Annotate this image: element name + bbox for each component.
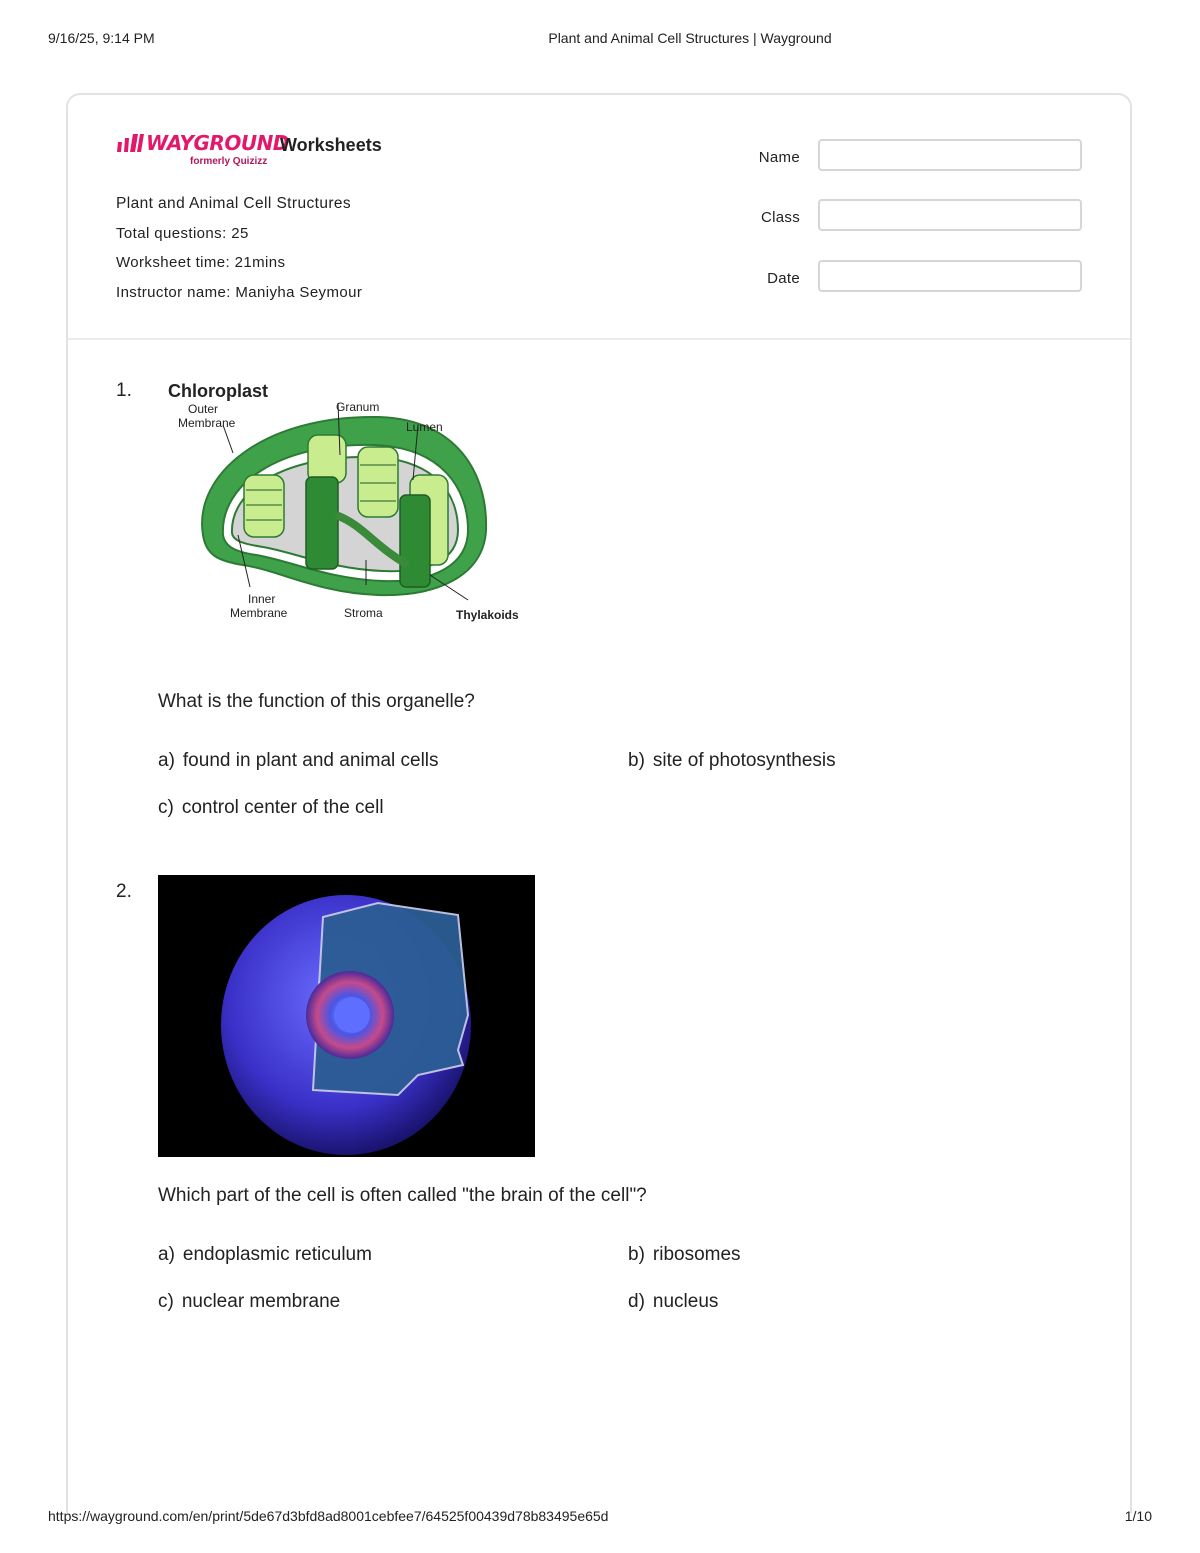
svg-text:Membrane: Membrane: [178, 416, 236, 430]
question-number: 2.: [116, 881, 132, 902]
label-granum: Granum: [336, 400, 380, 414]
print-datetime: 9/16/25, 9:14 PM: [48, 30, 155, 46]
answer-option-b: b) site of photosynthesis: [628, 750, 836, 771]
label-inner-membrane: Inner: [248, 592, 276, 606]
total-questions: Total questions: 25: [116, 224, 249, 242]
cell-image: [158, 875, 535, 1157]
answer-option-c: c) nuclear membrane: [158, 1291, 341, 1312]
answer-option-a: a) found in plant and animal cells: [158, 750, 439, 771]
class-field[interactable]: [818, 199, 1082, 231]
product-name: Worksheets: [280, 135, 382, 155]
chloroplast-title: Chloroplast: [168, 381, 269, 401]
svg-text:Membrane: Membrane: [230, 606, 288, 620]
date-label: Date: [767, 270, 800, 287]
question-text: What is the function of this organelle?: [158, 691, 475, 712]
question-number: 1.: [116, 380, 132, 401]
instructor-name: Instructor name: Maniyha Seymour: [116, 283, 363, 301]
worksheet-card: [66, 93, 1132, 1513]
label-outer-membrane: Outer: [188, 402, 219, 416]
print-page-title: Plant and Animal Cell Structures | Wayground: [548, 30, 832, 46]
worksheet-meta: [116, 195, 362, 313]
page-number: 1/10: [1124, 1508, 1152, 1524]
label-lumen: Lumen: [406, 420, 443, 434]
brand-formerly: formerly Quizizz: [190, 156, 268, 167]
brand-name: WAYGROUND: [146, 131, 289, 155]
name-field[interactable]: [818, 139, 1082, 171]
chloroplast-diagram: [168, 365, 528, 625]
date-field[interactable]: [818, 260, 1082, 292]
worksheet-time: Worksheet time: 21mins: [116, 254, 286, 271]
label-thylakoids: Thylakoids: [456, 608, 519, 622]
name-label: Name: [758, 149, 800, 166]
answer-option-a: a) endoplasmic reticulum: [158, 1244, 372, 1265]
answer-option-b: b) ribosomes: [628, 1244, 741, 1265]
worksheet-header: [68, 95, 1130, 340]
answer-option-d: d) nucleus: [628, 1291, 719, 1312]
wayground-logo: [116, 131, 416, 171]
worksheet-title: Plant and Animal Cell Structures: [116, 195, 352, 212]
answer-option-c: c) control center of the cell: [158, 797, 384, 818]
print-url[interactable]: https://wayground.com/en/print/5de67d3bfd8ad8001cebfee7/64525f00439d78b83495e65d: [48, 1508, 609, 1524]
label-stroma: Stroma: [344, 606, 383, 620]
class-label: Class: [760, 209, 800, 226]
question-text: Which part of the cell is often called "the brain of the cell"?: [158, 1185, 647, 1206]
wayground-logo-icon: [116, 134, 144, 154]
